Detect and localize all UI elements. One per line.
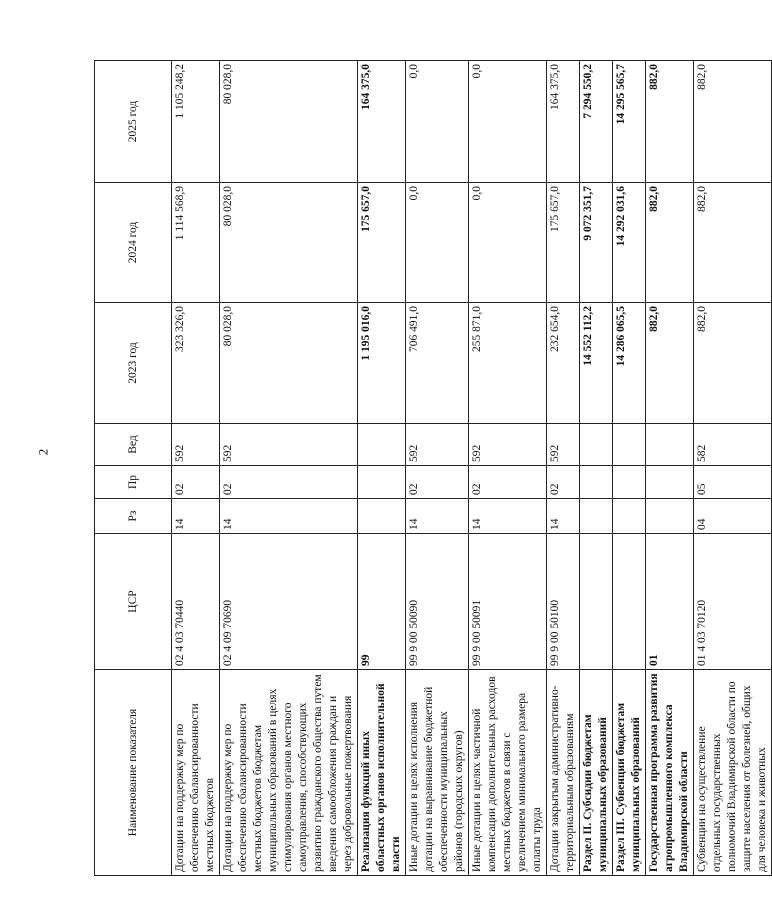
cell-csr: 01 — [646, 534, 694, 670]
cell-name: Иные дотации в целях исполнения дотации на выравнивание бюджетной обеспеченности муниципальных районов (городских округов) — [406, 670, 469, 876]
cell-year-2025: 7 294 550,2 — [580, 61, 613, 183]
cell-rz — [580, 499, 613, 534]
cell-ved — [646, 424, 694, 466]
cell-name: Иные дотации в целях частичной компенсации дополнительных расходов местных бюджетов в связи с увеличением минимального размера оплаты труда — [469, 670, 547, 876]
cell-pr — [613, 466, 646, 499]
cell-year-2024: 175 657,0 — [358, 183, 406, 303]
cell-rz: 14 — [547, 499, 580, 534]
cell-year-2024: 0,0 — [406, 183, 469, 303]
cell-csr: 99 9 00 50100 — [547, 534, 580, 670]
cell-year-2023: 255 871,0 — [469, 303, 547, 424]
cell-pr: 02 — [172, 466, 220, 499]
cell-rz: 14 — [469, 499, 547, 534]
cell-year-2025: 882,0 — [694, 61, 772, 183]
table-row — [358, 61, 406, 876]
cell-ved: 592 — [220, 424, 358, 466]
header-name: Наименование показателя — [95, 670, 172, 876]
page-number: 2 — [35, 448, 51, 456]
cell-csr: 02 4 09 70690 — [220, 534, 358, 670]
cell-csr: 99 — [358, 534, 406, 670]
cell-year-2025: 0,0 — [406, 61, 469, 183]
header-year-2024: 2024 год — [95, 183, 172, 303]
cell-year-2024: 1 114 568,9 — [172, 183, 220, 303]
cell-year-2023: 232 654,0 — [547, 303, 580, 424]
cell-csr: 99 9 00 50090 — [406, 534, 469, 670]
table-row — [646, 61, 694, 876]
cell-year-2024: 9 072 351,7 — [580, 183, 613, 303]
cell-csr — [613, 534, 646, 670]
cell-ved: 592 — [172, 424, 220, 466]
cell-year-2025: 882,0 — [646, 61, 694, 183]
cell-year-2025: 164 375,0 — [358, 61, 406, 183]
cell-year-2023: 1 195 016,0 — [358, 303, 406, 424]
cell-name: Реализация функций иных областных органов исполнительной власти — [358, 670, 406, 876]
cell-csr: 01 4 03 70120 — [694, 534, 772, 670]
cell-ved: 592 — [406, 424, 469, 466]
cell-year-2023: 882,0 — [646, 303, 694, 424]
table-row — [172, 61, 220, 876]
cell-name: Дотации на поддержку мер по обеспечению сбалансированности местных бюджетов бюджетам муниципальных образований в целях стимулирования органов местного самоуправления, способствующих развитию гражданского общества путем введения самообложения граждан и через добровольные пожертвования — [220, 670, 358, 876]
header-ved: Вед — [95, 424, 172, 466]
cell-ved — [358, 424, 406, 466]
header-rz: Рз — [95, 499, 172, 534]
cell-ved: 582 — [694, 424, 772, 466]
cell-rz — [358, 499, 406, 534]
budget-table-container — [94, 61, 768, 876]
cell-name: Государственная программа развития агропромышленного комплекса Владимирской области — [646, 670, 694, 876]
header-year-2025: 2025 год — [95, 61, 172, 183]
header-csr: ЦСР — [95, 534, 172, 670]
table-row — [580, 61, 613, 876]
cell-name: Субвенции на осуществление отдельных государственных полномочий Владимирской области по защите населения от болезней, общих для человека и животных — [694, 670, 772, 876]
cell-pr: 02 — [547, 466, 580, 499]
cell-ved: 592 — [547, 424, 580, 466]
cell-year-2023: 882,0 — [694, 303, 772, 424]
cell-year-2025: 0,0 — [469, 61, 547, 183]
cell-csr: 02 4 03 70440 — [172, 534, 220, 670]
cell-csr — [580, 534, 613, 670]
cell-name: Дотации на поддержку мер по обеспечению сбалансированности местных бюджетов — [172, 670, 220, 876]
cell-name: Дотации закрытым административно-территориальным образованиям — [547, 670, 580, 876]
cell-year-2023: 14 286 065,5 — [613, 303, 646, 424]
table-body — [172, 61, 772, 876]
cell-name: Раздел II. Субсидии бюджетам муниципальных образований — [580, 670, 613, 876]
cell-rz — [646, 499, 694, 534]
cell-rz: 14 — [220, 499, 358, 534]
table-row — [469, 61, 547, 876]
cell-year-2024: 882,0 — [646, 183, 694, 303]
cell-csr: 99 9 00 50091 — [469, 534, 547, 670]
table-row — [547, 61, 580, 876]
cell-year-2025: 1 105 248,2 — [172, 61, 220, 183]
cell-pr: 05 — [694, 466, 772, 499]
cell-year-2024: 175 657,0 — [547, 183, 580, 303]
cell-pr — [358, 466, 406, 499]
cell-year-2023: 80 028,0 — [220, 303, 358, 424]
cell-pr — [646, 466, 694, 499]
header-pr: Пр — [95, 466, 172, 499]
cell-pr: 02 — [469, 466, 547, 499]
table-row — [220, 61, 358, 876]
cell-rz: 14 — [172, 499, 220, 534]
cell-year-2023: 706 491,0 — [406, 303, 469, 424]
cell-year-2025: 80 028,0 — [220, 61, 358, 183]
cell-rz: 04 — [694, 499, 772, 534]
cell-year-2024: 80 028,0 — [220, 183, 358, 303]
cell-year-2025: 14 295 565,7 — [613, 61, 646, 183]
cell-year-2024: 882,0 — [694, 183, 772, 303]
table-header-row — [95, 61, 172, 876]
cell-year-2024: 0,0 — [469, 183, 547, 303]
table-row — [406, 61, 469, 876]
cell-year-2023: 323 326,0 — [172, 303, 220, 424]
cell-rz — [613, 499, 646, 534]
cell-ved — [580, 424, 613, 466]
cell-name: Раздел III. Субвенции бюджетам муниципальных образований — [613, 670, 646, 876]
cell-year-2025: 164 375,0 — [547, 61, 580, 183]
table-row — [613, 61, 646, 876]
cell-year-2024: 14 292 031,6 — [613, 183, 646, 303]
cell-pr — [580, 466, 613, 499]
cell-pr: 02 — [220, 466, 358, 499]
header-year-2023: 2023 год — [95, 303, 172, 424]
cell-pr: 02 — [406, 466, 469, 499]
cell-rz: 14 — [406, 499, 469, 534]
cell-year-2023: 14 552 112,2 — [580, 303, 613, 424]
budget-table — [94, 60, 772, 876]
table-row — [694, 61, 772, 876]
cell-ved — [613, 424, 646, 466]
cell-ved: 592 — [469, 424, 547, 466]
